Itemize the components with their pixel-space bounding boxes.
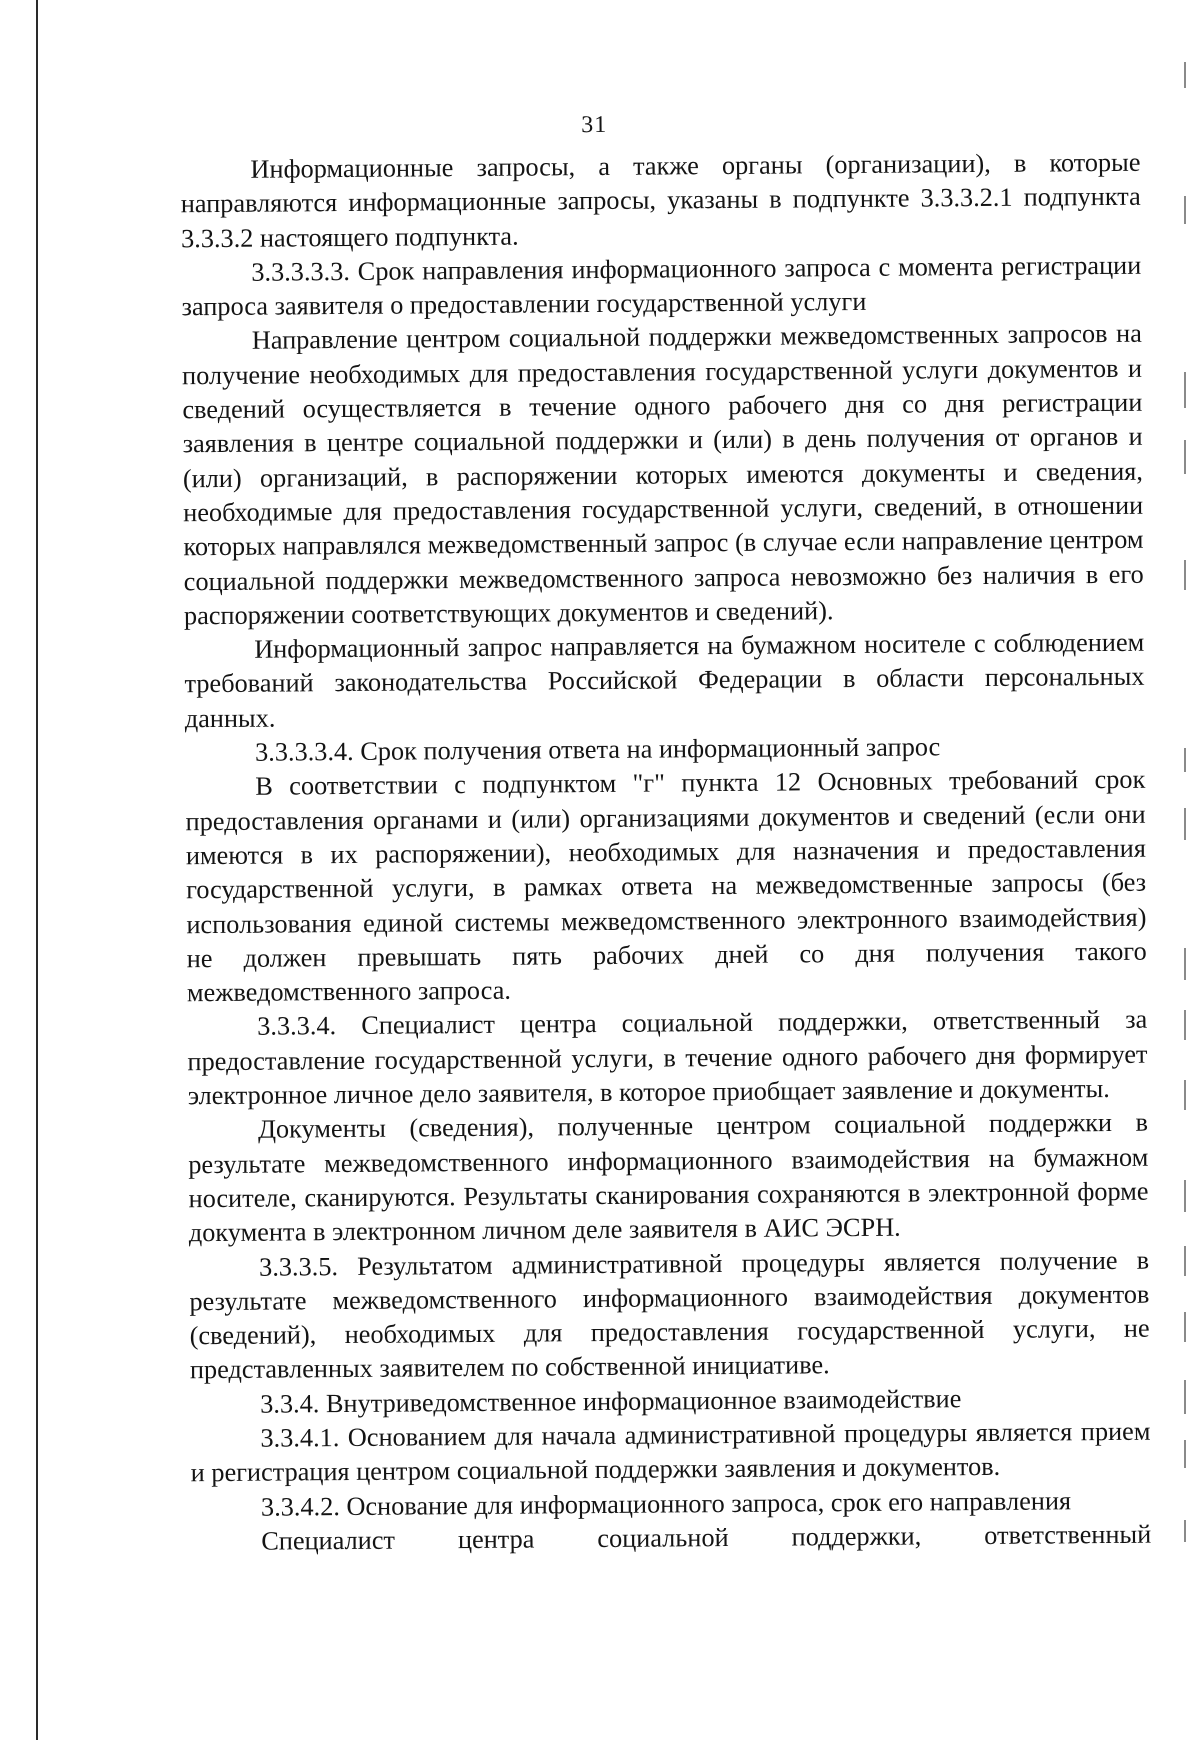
paragraph: В соответствии с подпунктом "г" пункта 12 Основных требований срок предоставления органами и (или) организациями документов и сведений (если они имеются в их распоряжении), необходимых для назначения и предоставления государственной услуги, в рамках ответа на межведомственные запросы (без использования единой системы межведомственного электронного взаимодействия) не должен превышать пять рабочих дней со дня получения такого межведомственного запроса. (185, 765, 1147, 1008)
paragraph: 3.3.3.5. Результатом административной процедуры является получение в результате межведомственного информационного взаимодействия документов (сведений), необходимых для предоставления государственной услуги, не представленных заявителем по собственной инициативе. (189, 1245, 1150, 1385)
page-number: 31 (581, 111, 608, 139)
document-body (180, 146, 1151, 1560)
paragraph: Специалист центра социальной поддержки, ответственный (261, 1519, 1152, 1556)
paragraph: Информационные запросы, а также органы (организации), в которые направляются информационные запросы, указаны в подпункте 3.3.3.2.1 подпункта 3.3.3.2 настоящего подпункта. (180, 147, 1141, 253)
paragraph: Направление центром социальной поддержки межведомственных запросов на получение необходимых для предоставления государственной услуги документов и сведений осуществляется в течение одного рабочего дня со дня регистрации заявления в центре социальной поддержки и (или) в день получения от органов и (или) организаций, в распоряжении которых имеются документы и сведения, необходимые для предоставления государственной услуги, сведений, в отношении которых направлялся межведомственный запрос (в случае если направление центром социальной поддержки межведомственного запроса невозможно без наличия в его распоряжении соответствующих документов и сведений). (181, 319, 1144, 631)
paragraph: 3.3.3.4. Специалист центра социальной поддержки, ответственный за предоставление государственной услуги, в течение одного рабочего дня формирует электронное личное дело заявителя, в которое приобщает заявление и документы. (187, 1005, 1148, 1111)
paragraph: Документы (сведения), полученные центром социальной поддержки в результате межведомственного информационного взаимодействия на бумажном носителе, сканируются. Результаты сканирования сохраняются в электронной форме документа в электронном личном деле заявителя в АИС ЭСРН. (188, 1108, 1149, 1248)
paragraph: Информационный запрос направляется на бумажном носителе с соблюдением требований законодательства Российской Федерации в области персональных данных. (184, 627, 1145, 734)
paragraph: 3.3.3.3.4. Срок получения ответа на информационный запрос (254, 732, 941, 767)
paragraph: 3.3.4.1. Основанием для начала административной процедуры является прием и регистрация центром социальной поддержки заявления и документов. (190, 1416, 1151, 1488)
paragraph: 3.3.3.3.3. Срок направления информационного запроса с момента регистрации запроса заявителя о предоставлении государственной услуги (181, 250, 1142, 322)
paragraph: 3.3.4.2. Основание для информационного запроса, срок его направления (260, 1485, 1072, 1522)
paragraph: 3.3.4. Внутриведомственное информационное взаимодействие (260, 1383, 962, 1419)
